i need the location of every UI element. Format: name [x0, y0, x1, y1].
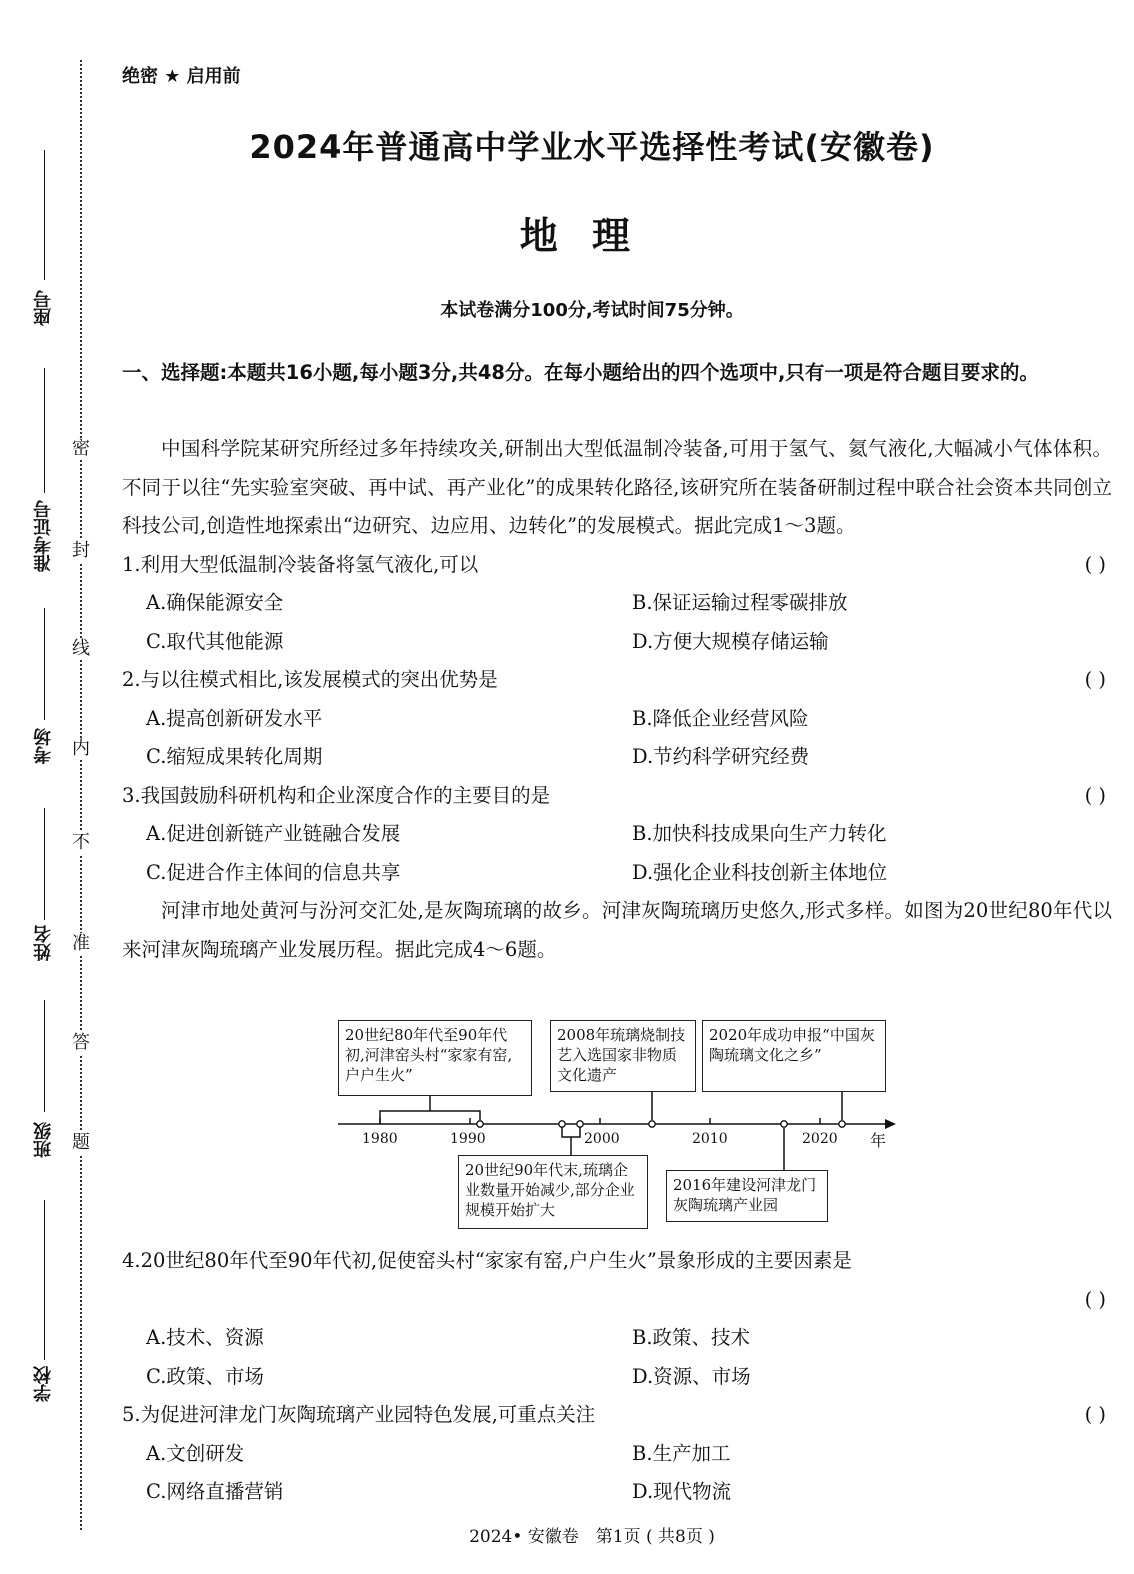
exam-no-label: 准考证号 — [33, 500, 54, 572]
question-block-1 — [122, 430, 1112, 969]
option-a: A.文创研发 — [146, 1441, 245, 1465]
option-d: D.节约科学研究经费 — [632, 745, 810, 768]
event-box-2020: 2020年成功申报“中国灰陶琉璃文化之乡” — [702, 1020, 886, 1092]
exam-room-label: 考场 — [33, 728, 54, 764]
tick-label: 1980 — [362, 1131, 398, 1147]
binding-dotted-line — [80, 60, 82, 1530]
exam-info: 本试卷满分100分,考试时间75分钟。 — [440, 300, 744, 321]
option-d: D.方便大规模存储运输 — [632, 629, 829, 653]
option-a: A.确保能源安全 — [146, 591, 284, 614]
page-footer: 2024• 安徽卷 第1页 ( 共8页 ) — [469, 1527, 715, 1547]
event-box-1980s: 20世纪80年代至90年代初,河津窑头村“家家有窑,户户生火” — [338, 1020, 532, 1096]
bracket-late-1990s — [562, 1127, 580, 1137]
question-block-2 — [122, 1242, 1112, 1512]
bracket-1980s — [380, 1111, 480, 1124]
option-b: B.政策、技术 — [632, 1326, 751, 1349]
passage-2: 河津市地处黄河与汾河交汇处,是灰陶琉璃的故乡。河津灰陶琉璃历史悠久,形式多样。如图为20世纪80年代以来河津灰陶琉璃产业发展历程。据此完成4～6题。 — [122, 899, 1112, 961]
passage-1: 中国科学院某研究所经过多年持续攻关,研制出大型低温制冷装备,可用于氢气、氦气液化,大幅减小气体体积。不同于以往“先实验室突破、再中试、再产业化”的成果转化路径,该研究所在装备研制过程中联合社会资本共同创立科技公司,创造性地探索出“边研究、边应用、边转化”的发展模式。据此完成1～3题。 — [122, 437, 1112, 537]
option-d: D.资源、市场 — [632, 1364, 751, 1388]
seal-char: 准 — [72, 933, 90, 954]
option-a: A.提高创新研发水平 — [146, 706, 323, 730]
event-point — [839, 1121, 845, 1127]
question-1-text: 1.利用大型低温制冷装备将氢气液化,可以 — [122, 552, 479, 576]
question-stem — [122, 1396, 1112, 1435]
option-b: B.降低企业经营风险 — [632, 706, 809, 730]
option-c: C.缩短成果转化周期 — [146, 745, 323, 768]
exam-no-line — [44, 368, 45, 493]
option-a: A.促进创新链产业链融合发展 — [146, 822, 401, 845]
question-4-text: 4.20世纪80年代至90年代初,促使窑头村“家家有窑,户户生火”景象形成的主要因素是 — [122, 1249, 852, 1272]
option-b: B.保证运输过程零碳排放 — [632, 591, 848, 614]
option-d: D.现代物流 — [632, 1480, 732, 1503]
class-label: 班级 — [33, 1122, 54, 1158]
option-row — [122, 1319, 1112, 1358]
seal-char: 封 — [72, 540, 90, 561]
seal-char: 不 — [72, 832, 90, 853]
answer-paren: ( ) — [1084, 668, 1106, 691]
option-row — [122, 1358, 1112, 1397]
option-c: C.政策、市场 — [146, 1364, 264, 1388]
answer-paren: ( ) — [1084, 783, 1106, 807]
option-row — [122, 700, 1112, 739]
seal-char: 密 — [72, 438, 90, 459]
option-c: C.网络直播营销 — [146, 1480, 284, 1503]
question-paren-row — [122, 1281, 1112, 1320]
question-stem — [122, 1242, 1112, 1281]
tick-label: 1990 — [450, 1131, 486, 1147]
seal-char: 答 — [72, 1032, 90, 1053]
section-heading: 一、选择题:本题共16小题,每小题3分,共48分。在每小题给出的四个选项中,只有一项是符合题目要求的。 — [122, 361, 1039, 384]
question-3-text: 3.我国鼓励科研机构和企业深度合作的主要目的是 — [122, 783, 551, 807]
option-c: C.取代其他能源 — [146, 629, 284, 653]
event-point — [649, 1121, 655, 1127]
option-row — [122, 738, 1112, 777]
option-row — [122, 854, 1112, 893]
option-a: A.技术、资源 — [146, 1326, 264, 1349]
option-d: D.强化企业科技创新主体地位 — [632, 860, 888, 884]
axis-arrow — [885, 1119, 896, 1129]
option-row — [122, 584, 1112, 623]
event-box-late-1990s: 20世纪90年代末,琉璃企业数量开始减少,部分企业规模开始扩大 — [458, 1155, 648, 1229]
option-b: B.加快科技成果向生产力转化 — [632, 822, 887, 845]
subject-text: 地理 — [519, 214, 665, 258]
seal-char: 题 — [72, 1132, 90, 1153]
school-label: 学校 — [33, 1366, 54, 1402]
option-b: B.生产加工 — [632, 1441, 731, 1465]
exam-title: 2024年普通高中学业水平选择性考试(安徽卷) — [249, 128, 935, 166]
event-box-2008: 2008年琉璃烧制技艺入选国家非物质文化遗产 — [550, 1020, 696, 1092]
seal-char: 线 — [72, 638, 90, 659]
tick-label: 2010 — [692, 1131, 728, 1147]
event-point — [577, 1121, 583, 1127]
option-row — [122, 1473, 1112, 1512]
timeline-figure — [330, 1010, 900, 1235]
question-stem — [122, 777, 1112, 816]
name-line — [44, 808, 45, 920]
event-point — [781, 1121, 787, 1127]
option-row — [122, 815, 1112, 854]
name-label: 姓名 — [33, 925, 54, 961]
seat-label: 座号 — [33, 290, 54, 326]
confidential-note: 绝密 ★ 启用前 — [122, 66, 241, 87]
answer-paren: ( ) — [1084, 552, 1106, 576]
option-row — [122, 623, 1112, 662]
seal-char: 内 — [72, 738, 90, 759]
class-line — [44, 1000, 45, 1112]
event-point — [477, 1121, 483, 1127]
axis-unit: 年 — [870, 1131, 887, 1150]
tick-label: 2000 — [584, 1131, 620, 1147]
option-c: C.促进合作主体间的信息共享 — [146, 860, 401, 884]
question-stem — [122, 661, 1112, 700]
event-box-2016: 2016年建设河津龙门灰陶琉璃产业园 — [666, 1170, 828, 1222]
school-line — [44, 1200, 45, 1360]
option-row — [122, 1435, 1112, 1474]
question-stem — [122, 546, 1112, 585]
question-2-text: 2.与以往模式相比,该发展模式的突出优势是 — [122, 668, 498, 691]
answer-paren: ( ) — [1084, 1403, 1106, 1426]
subject-title — [0, 205, 1134, 260]
tick-label: 2020 — [802, 1131, 838, 1147]
exam-room-line — [44, 608, 45, 720]
event-point — [559, 1121, 565, 1127]
question-5-text: 5.为促进河津龙门灰陶琉璃产业园特色发展,可重点关注 — [122, 1403, 596, 1426]
answer-paren: ( ) — [1084, 1287, 1106, 1311]
